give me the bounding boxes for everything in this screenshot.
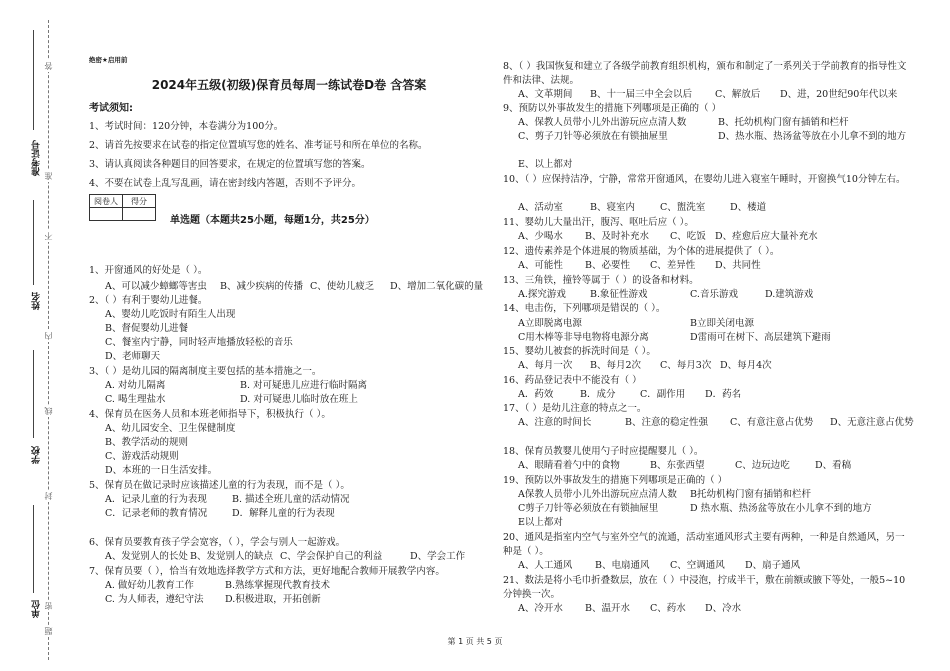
name-label: 姓名 <box>32 292 42 310</box>
option[interactable]: B、温开水 <box>585 603 630 614</box>
option[interactable]: D、冷水 <box>705 603 742 614</box>
option[interactable]: B、注意的稳定性强 <box>625 417 708 428</box>
option[interactable]: B. 描述全班儿童的活动情况 <box>232 494 350 505</box>
option[interactable]: E以上都对 <box>518 517 563 528</box>
option[interactable]: B. 对可疑患儿应进行临时隔离 <box>240 380 368 391</box>
notice-item: 2、请首先按要求在试卷的指定位置填写您的姓名、准考证号和所在单位的名称。 <box>89 140 428 151</box>
option[interactable]: B、及时补充水 <box>585 231 649 242</box>
option[interactable]: D、本班的一日生活安排。 <box>105 465 218 476</box>
question-stem: 8、（ ）我国恢复和建立了各级学前教育组织机构，颁布和制定了一系列关于学前教育的指导性文件和法律、法规。 <box>503 61 907 86</box>
option[interactable]: D、每月4次 <box>720 360 772 371</box>
question-stem: 17、（ ）是幼儿注意的特点之一。 <box>503 403 647 414</box>
score-box <box>89 194 156 221</box>
reader-cell[interactable] <box>90 208 123 221</box>
option[interactable]: A保教人员带小儿外出游玩应点清人数 <box>518 489 677 500</box>
unit-label: 单位 <box>32 600 42 618</box>
option[interactable]: A、冷开水 <box>518 603 563 614</box>
option[interactable]: D、增加二氧化碳的量 <box>390 281 484 292</box>
seal-mark: 内 <box>44 332 53 340</box>
question-stem: 1、开窗通风的好处是（ ）。 <box>89 265 208 276</box>
option[interactable]: A．记录儿童的行为表现 <box>105 494 207 505</box>
option[interactable]: B、电扇通风 <box>595 560 650 571</box>
option[interactable]: C、吃饭 <box>670 231 706 242</box>
notice-item: 3、请认真阅读各种题目的回答要求，在规定的位置填写您的答案。 <box>89 159 371 170</box>
secret-mark: 绝密★启用前 <box>89 56 128 64</box>
option[interactable]: D、痊愈后应大量补充水 <box>715 231 818 242</box>
question-stem: 16、药品登记表中不能没有（ ） <box>503 375 642 386</box>
option[interactable]: C、解放后 <box>715 89 761 100</box>
option[interactable]: D、看稿 <box>815 460 852 471</box>
option[interactable]: A、可能性 <box>518 260 563 271</box>
question-stem: 9、预防以外事故发生的措施下列哪项是正确的（ ） <box>503 103 722 114</box>
option[interactable]: D、共同性 <box>715 260 761 271</box>
option[interactable]: C、游戏活动规则 <box>105 451 179 462</box>
option[interactable]: C用木棒等非导电物将电源分离 <box>518 332 649 343</box>
option[interactable]: A、人工通风 <box>518 560 573 571</box>
option[interactable]: A、眼睛看着勺中的食物 <box>518 460 620 471</box>
option[interactable]: A、保教人员带小儿外出游玩应点清人数 <box>518 117 687 128</box>
option[interactable]: B、寝室内 <box>590 202 635 213</box>
option[interactable]: C、盥洗室 <box>660 202 706 213</box>
option[interactable]: D、无意注意占优势 <box>830 417 914 428</box>
notice-item: 4、不要在试卷上乱写乱画，请在密封线内答题，否则不予评分。 <box>89 178 362 189</box>
option[interactable]: D、进，20世纪90年代以来 <box>780 89 898 100</box>
option[interactable]: D、老师聊天 <box>105 351 161 362</box>
option[interactable]: A、可以减少蟑螂等害虫 <box>105 281 207 292</box>
option[interactable]: D、学会工作 <box>410 551 466 562</box>
question-stem: 3、（ ）是幼儿园的隔离制度主要包括的基本措施之一。 <box>89 366 322 377</box>
option[interactable]: C、每月3次 <box>660 360 712 371</box>
option[interactable]: D 热水瓶、热汤盆等放在小儿拿不到的地方 <box>690 503 872 514</box>
question-stem: 4、保育员在医务人员和本班老师指导下，积极执行（ ）。 <box>89 409 331 420</box>
option[interactable]: A. 做好幼儿教育工作 <box>105 580 194 591</box>
option[interactable]: A.探究游戏 <box>518 289 566 300</box>
option[interactable]: A、活动室 <box>518 202 563 213</box>
question-stem: 21、数法是将小毛巾折叠数层，放在（ ）中浸泡，拧成半干，敷在前额或腋下等处，一般5~10分钟换一次。 <box>503 575 906 600</box>
option[interactable]: B、十一届三中全会以后 <box>590 89 692 100</box>
option[interactable]: C、差异性 <box>650 260 696 271</box>
section-title: 单选题（本题共25小题，每题1分，共25分） <box>170 215 375 226</box>
question-stem: 13、三角铁，撞铃等属于（ ）的设备和材料。 <box>503 275 699 286</box>
option[interactable]: D.积极进取，开拓创新 <box>225 594 321 605</box>
name-field[interactable] <box>33 200 34 285</box>
option[interactable]: A、少喝水 <box>518 231 563 242</box>
page-number: 第 1 页 共 5 页 <box>447 637 503 646</box>
option[interactable]: B、东张西望 <box>650 460 705 471</box>
option[interactable]: A、文革期间 <box>518 89 573 100</box>
option[interactable]: D．解释儿童的行为表现 <box>232 508 335 519</box>
question-stem: 20、通风是指室内空气与室外空气的流通，活动室通风形式主要有两种，一种是自然通风，另一种是（ ）。 <box>503 532 905 557</box>
score-cell[interactable] <box>123 208 156 221</box>
question-stem: 11、婴幼儿大量出汗，腹泻、呕吐后应（ ）。 <box>503 217 694 228</box>
option[interactable]: A、幼儿园安全、卫生保健制度 <box>105 423 236 434</box>
school-field[interactable] <box>33 350 34 438</box>
admission-number-label: 准考证号 <box>32 140 42 176</box>
option[interactable]: A、婴幼儿吃饭时有陌生人出现 <box>105 309 236 320</box>
seal-mark: 题 <box>44 627 53 635</box>
option[interactable]: C剪子刀针等必须放在有锁抽屉里 <box>518 503 659 514</box>
option[interactable]: C、药水 <box>650 603 686 614</box>
option[interactable]: B、教学活动的规则 <box>105 437 188 448</box>
option[interactable]: D、楼道 <box>730 202 767 213</box>
option[interactable]: B．成分 <box>580 389 616 400</box>
option[interactable]: E、以上都对 <box>518 159 573 170</box>
option[interactable]: C、学会保护自己的利益 <box>280 551 383 562</box>
option[interactable]: D.建筑游戏 <box>765 289 814 300</box>
seal-mark: 准 <box>44 172 53 180</box>
question-stem: 7、保育员要（ ），恰当有效地选择教学方式和方法，更好地配合教师开展教学内容。 <box>89 566 445 577</box>
option[interactable]: C、使幼儿疲乏 <box>310 281 375 292</box>
reader-header: 阅卷人 <box>90 195 123 208</box>
question-stem: 14、电击伤，下列哪项是错误的（ ）。 <box>503 303 666 314</box>
option[interactable]: C、空调通风 <box>670 560 725 571</box>
notice-title: 考试须知: <box>89 103 133 114</box>
binding-strip <box>0 0 70 671</box>
seal-mark: 密 <box>44 602 53 610</box>
option[interactable]: B立即关闭电源 <box>690 318 754 329</box>
option[interactable]: C.音乐游戏 <box>690 289 738 300</box>
school-label: 学校 <box>32 446 42 464</box>
option[interactable]: B.象征性游戏 <box>590 289 648 300</box>
option[interactable]: D雷雨可在树下、高层建筑下避雨 <box>690 332 831 343</box>
admission-number-field[interactable] <box>33 30 34 130</box>
question-stem: 15、婴幼儿被套的拆洗时间是（ ）。 <box>503 346 656 357</box>
option[interactable]: B、每月2次 <box>590 360 642 371</box>
page-title: 2024年五级(初级)保育员每周一练试卷D卷 含答案 <box>151 78 427 92</box>
question-stem: 18、保育员教婴儿使用勺子时应提醒婴儿（ ）。 <box>503 446 704 457</box>
option[interactable]: B、督促婴幼儿进餐 <box>105 323 188 334</box>
option[interactable]: C、边玩边吃 <box>735 460 790 471</box>
option[interactable]: C. 喝生理盐水 <box>105 394 166 405</box>
option[interactable]: B托幼机构门窗有插销和栏杆 <box>690 489 811 500</box>
seal-mark: 不 <box>44 232 53 240</box>
score-header: 得分 <box>123 195 156 208</box>
option[interactable]: D、热水瓶、热汤盆等放在小儿拿不到的地方 <box>718 131 907 142</box>
question-stem: 19、预防以外事故发生的措施下列哪项是正确的（ ） <box>503 475 728 486</box>
question-stem: 2、（ ）有利于婴幼儿进餐。 <box>89 295 208 306</box>
option[interactable]: C．副作用 <box>640 389 686 400</box>
option[interactable]: B.熟练掌握现代教育技术 <box>225 580 331 591</box>
option[interactable]: B、托幼机构门窗有插销和栏杆 <box>718 117 849 128</box>
question-stem: 6、保育员要教育孩子学会宽容，（ ），学会与别人一起游戏。 <box>89 537 346 548</box>
unit-field[interactable] <box>33 505 34 593</box>
option[interactable]: C．记录老师的教育情况 <box>105 508 208 519</box>
option[interactable]: D．药名 <box>705 389 742 400</box>
option[interactable]: C、餐室内宁静，同时轻声地播放轻松的音乐 <box>105 337 293 348</box>
option[interactable]: C、有意注意占优势 <box>730 417 814 428</box>
seal-mark: 线 <box>44 407 53 415</box>
option[interactable]: C、剪子刀针等必须放在有锁抽屉里 <box>518 131 668 142</box>
option[interactable]: B、减少疾病的传播 <box>220 281 303 292</box>
option[interactable]: D、扇子通风 <box>745 560 801 571</box>
option[interactable]: A、发觉别人的长处 <box>105 551 188 562</box>
option[interactable]: A．药效 <box>518 389 554 400</box>
option[interactable]: B、必要性 <box>585 260 630 271</box>
question-stem: 12、遗传素养是个体进展的物质基础，为个体的进展提供了（ ）。 <box>503 246 780 257</box>
option[interactable]: A、每月一次 <box>518 360 573 371</box>
option[interactable]: B、发觉别人的缺点 <box>190 551 273 562</box>
option[interactable]: A立即脱离电源 <box>518 318 582 329</box>
question-stem: 5、保育员在做记录时应该描述儿童的行为表现，而不是（ ）。 <box>89 480 350 491</box>
question-stem: 10、（ ）应保持洁净，宁静，常常开窗通风，在婴幼儿进入寝室午睡时，开窗换气10分钟左右。 <box>503 174 906 185</box>
option[interactable]: A. 对幼儿隔离 <box>105 380 166 391</box>
seal-mark: 封 <box>44 492 53 500</box>
seal-mark: 答 <box>44 62 53 70</box>
option[interactable]: C. 为人师表，遵纪守法 <box>105 594 204 605</box>
option[interactable]: D. 对可疑患儿临时放在班上 <box>240 394 358 405</box>
notice-item: 1、考试时间：120分钟，本卷满分为100分。 <box>89 121 284 132</box>
option[interactable]: A、注意的时间长 <box>518 417 592 428</box>
